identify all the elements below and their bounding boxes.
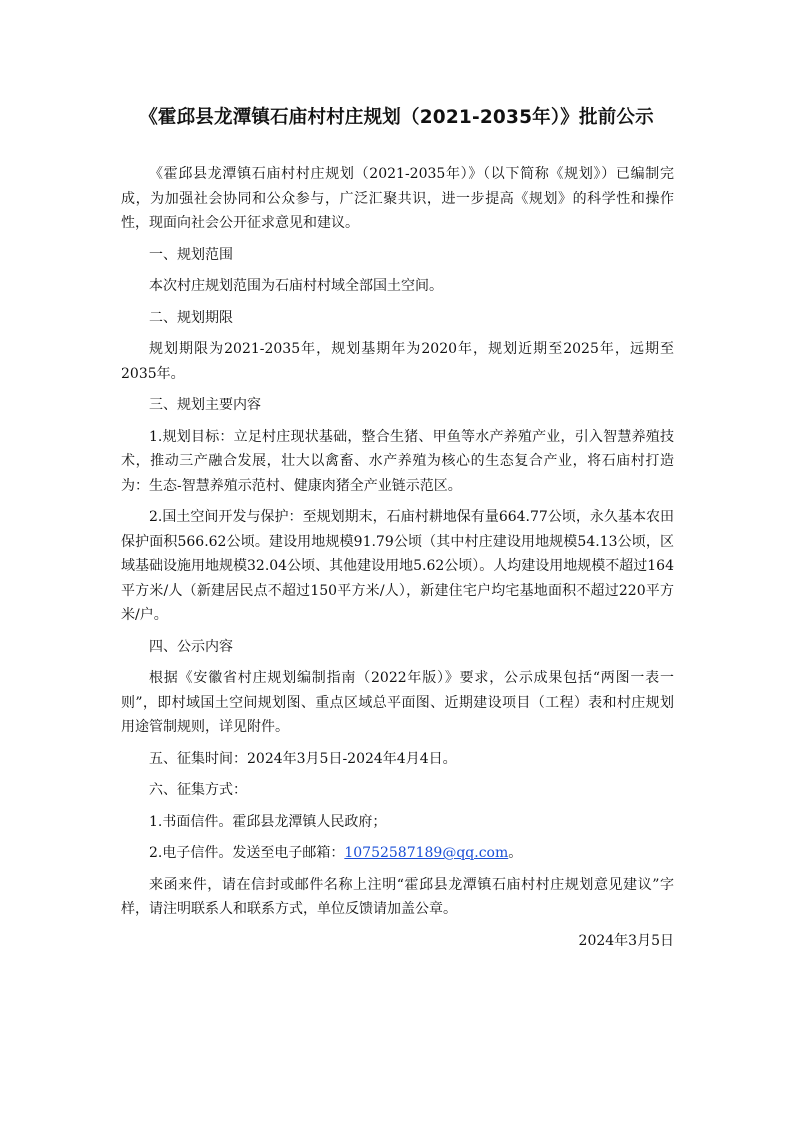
section-heading-publicity: 四、公示内容 bbox=[149, 638, 233, 655]
email-link[interactable]: 10752587189@qq.com bbox=[344, 845, 509, 861]
document-title: 《霍邱县龙潭镇石庙村村庄规划（2021-2035年）》批前公示 bbox=[139, 107, 654, 128]
note-paragraph: 来函来件，请在信封或邮件名称上注明“霍邱县龙潭镇石庙村村庄规划意见建议”字样，请注明联系人和联系方式，单位反馈请加盖公章。 bbox=[121, 876, 674, 917]
section-heading-content: 三、规划主要内容 bbox=[149, 397, 261, 413]
email-method bbox=[121, 841, 674, 866]
section-heading-methods: 六、征集方式： bbox=[149, 782, 247, 798]
publicity-paragraph: 根据《安徽省村庄规划编制指南（2022年版）》要求，公示成果包括“两图一表一则”，即村域国土空间规划图、重点区域总平面图、近期建设项目（工程）表和村庄规划用途管制规则，详见附件。 bbox=[121, 670, 674, 735]
email-method-suffix: 。 bbox=[508, 845, 523, 861]
document-body bbox=[121, 162, 674, 960]
signature-date: 2024年3月5日 bbox=[578, 932, 674, 949]
letter-method: 1.书面信件。霍邱县龙潭镇人民政府； bbox=[149, 813, 387, 830]
land-paragraph: 2.国土空间开发与保护：至规划期末，石庙村耕地保有量664.77公顷，永久基本农田保护面积566.62公顷。建设用地规模91.79公顷（其中村庄建设用地规模54.13公顷，区域基础设施用地规模32.04公顷、其他建设用地5.62公顷）。人均建设用地规模不超过164平方米/人（新建居民点不超过150平方米/人），新建住宅户均宅基地面积不超过220平方米/户。 bbox=[121, 509, 674, 623]
section-heading-period: 二、规划期限 bbox=[149, 309, 233, 326]
intro-paragraph: 《霍邱县龙潭镇石庙村村庄规划（2021-2035年）》（以下简称《规划》）已编制完成，为加强社会协同和公众参与，广泛汇聚共识，进一步提高《规划》的科学性和操作性，现面向社会公开征求意见和建议。 bbox=[121, 166, 674, 231]
goal-paragraph: 1.规划目标：立足村庄现状基础，整合生猪、甲鱼等水产养殖产业，引入智慧养殖技术，推动三产融合发展，壮大以禽畜、水产养殖为核心的生态复合产业，将石庙村打造为：生态-智慧养殖示范村、健康肉猪全产业链示范区。 bbox=[121, 428, 674, 494]
collection-time: 五、征集时间：2024年3月5日-2024年4月4日。 bbox=[149, 750, 457, 767]
scope-paragraph: 本次村庄规划范围为石庙村村域全部国土空间。 bbox=[149, 278, 443, 294]
period-paragraph: 规划期限为2021-2035年，规划基期年为2020年，规划近期至2025年，远期至2035年。 bbox=[121, 341, 674, 382]
email-method-prefix: 2.电子信件。发送至电子邮箱： bbox=[149, 845, 345, 861]
section-heading-scope: 一、规划范围 bbox=[149, 246, 233, 263]
